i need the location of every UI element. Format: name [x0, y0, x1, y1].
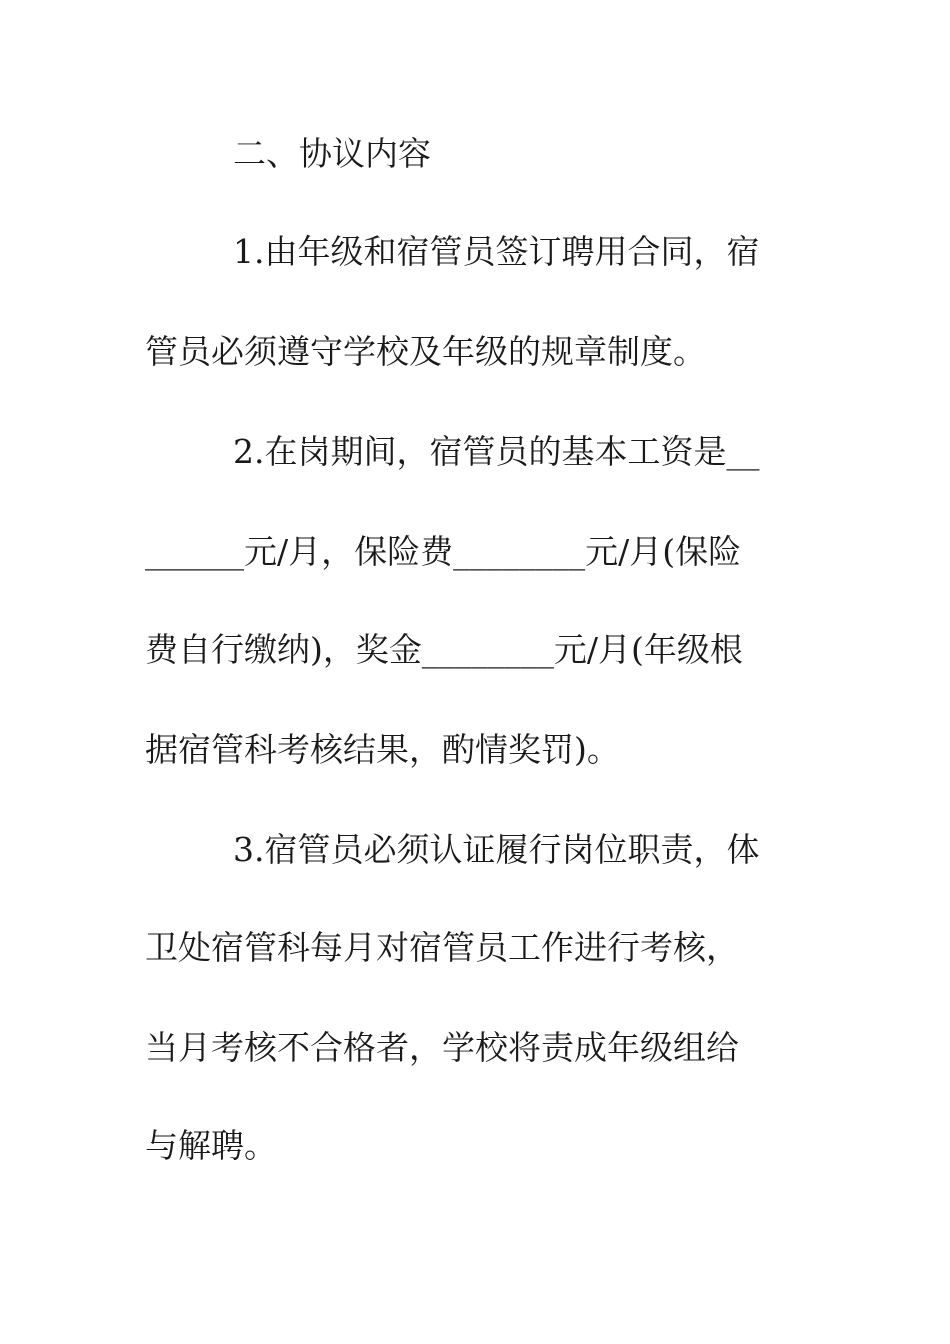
- paragraph-line: 1.由年级和宿管员签订聘用合同，宿: [233, 232, 760, 271]
- paragraph-line: 费自行缴纳)，奖金________元/月(年级根: [145, 630, 743, 669]
- paragraph-line: 2.在岗期间，宿管员的基本工资是__: [233, 432, 760, 471]
- paragraph-line: 管员必须遵守学校及年级的规章制度。: [145, 332, 706, 371]
- section-heading: 二、协议内容: [233, 134, 431, 173]
- paragraph-line: 3.宿管员必须认证履行岗位职责，体: [233, 830, 760, 869]
- paragraph-line: 卫处宿管科每月对宿管员工作进行考核，: [145, 928, 739, 967]
- paragraph-line: 与解聘。: [145, 1126, 277, 1165]
- paragraph-line: 据宿管科考核结果，酌情奖罚)。: [145, 730, 620, 769]
- paragraph-line: ______元/月，保险费________元/月(保险: [145, 532, 742, 571]
- paragraph-line: 当月考核不合格者，学校将责成年级组给: [145, 1028, 739, 1067]
